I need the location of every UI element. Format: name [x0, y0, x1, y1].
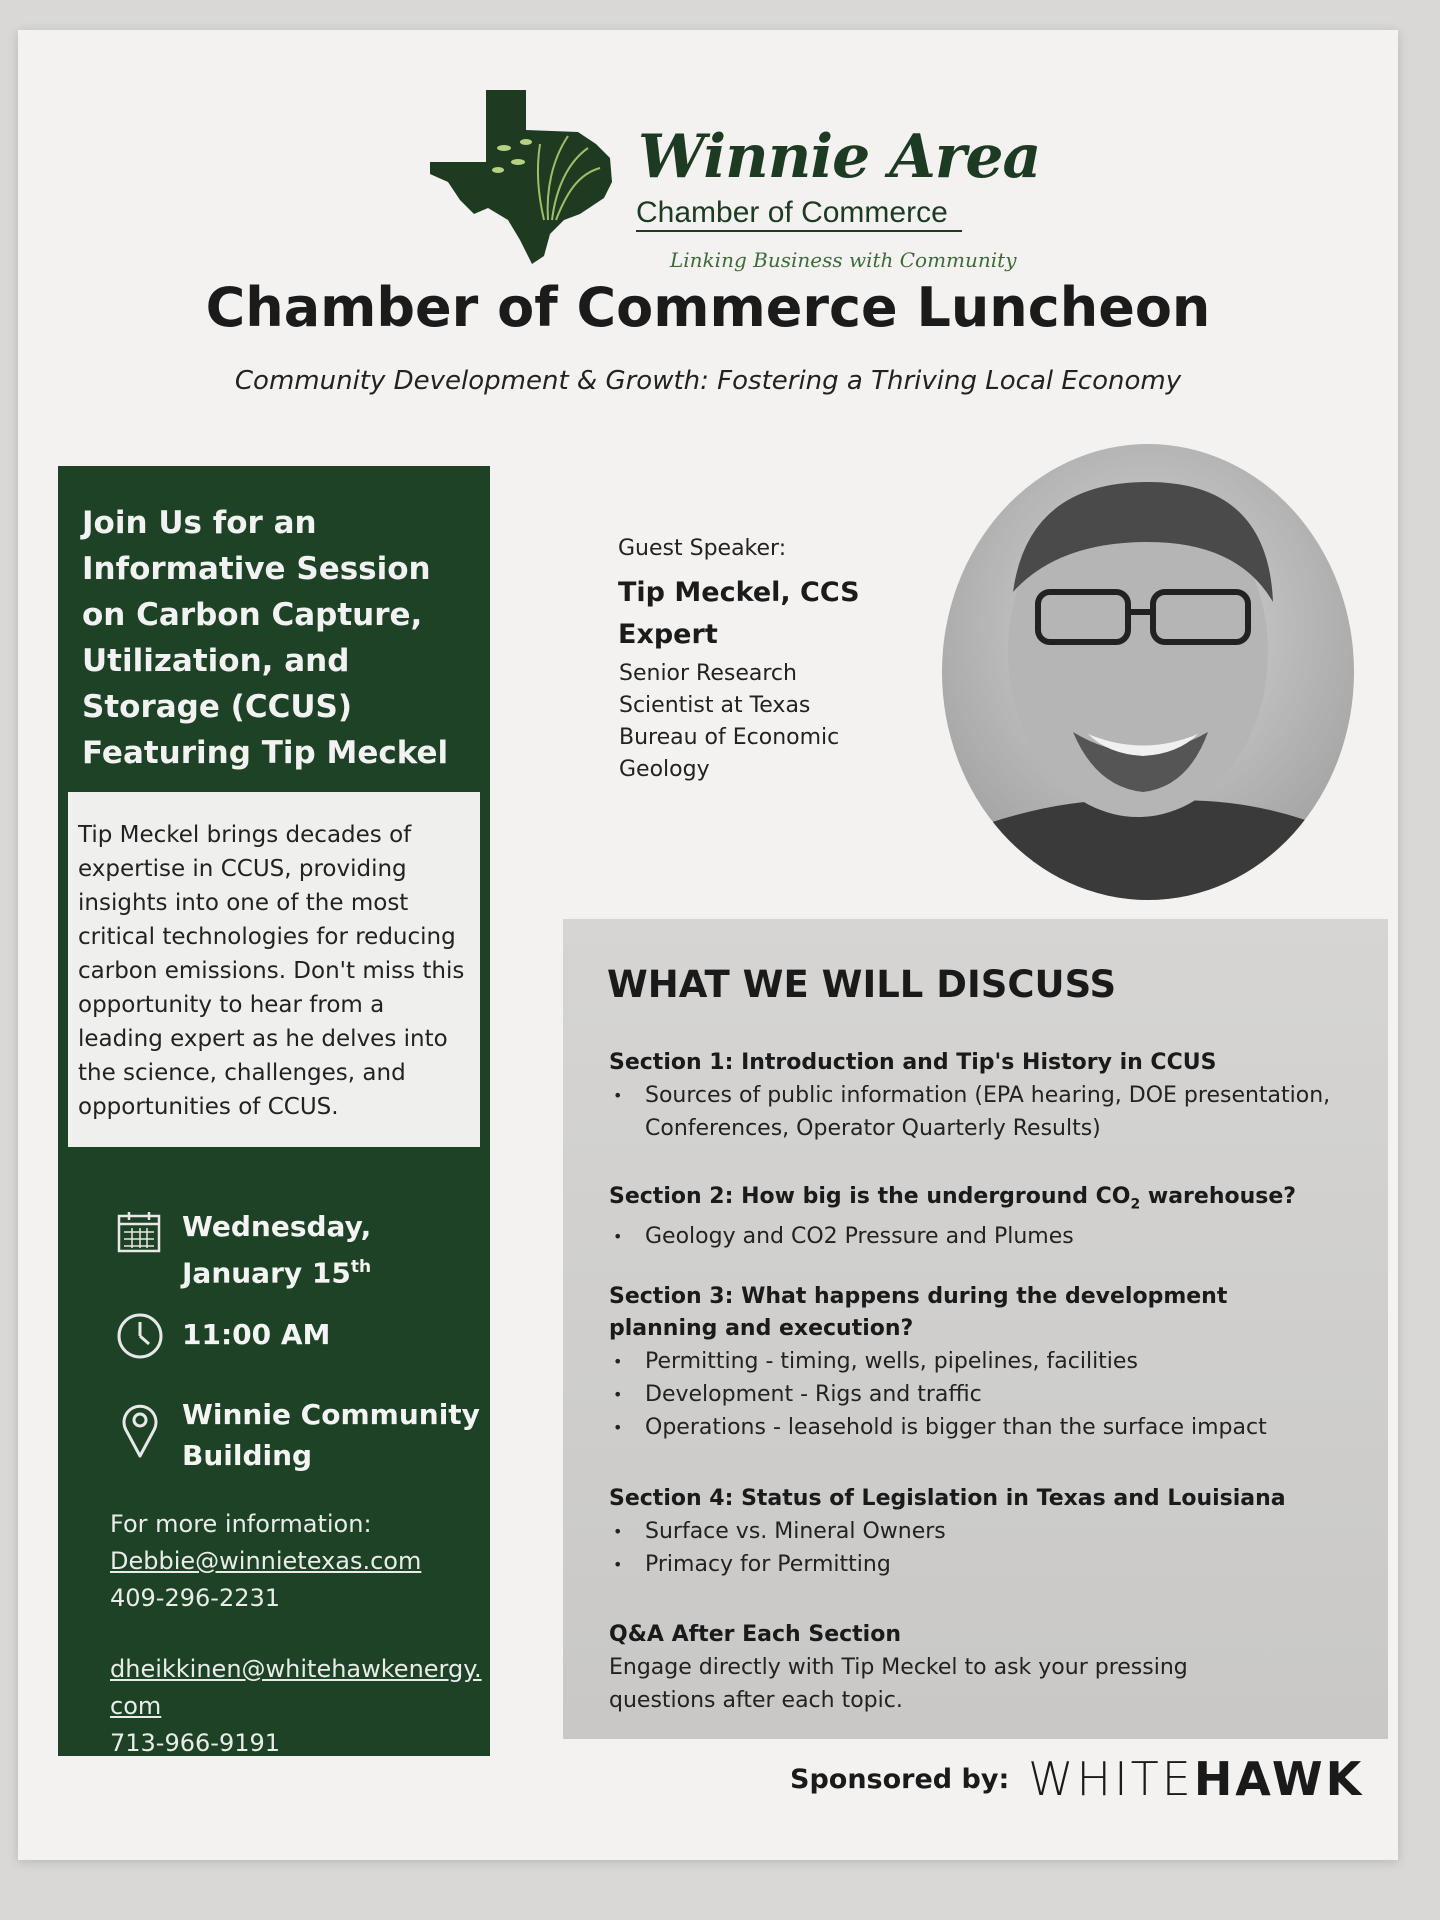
guest-speaker-title: Senior Research Scientist at Texas Bureau of Economic Geology [619, 661, 840, 782]
time-text: 11:00 AM [182, 1318, 331, 1351]
join-heading: Join Us for an Informative Session on Carbon Capture, Utilization, and Storage (CCUS) Featuring Tip Meckel [82, 505, 449, 771]
discussion-section [563, 919, 1388, 1739]
sponsor-label: Sponsored by: [790, 1764, 1010, 1795]
intro-box [68, 792, 480, 1147]
phone-dheikkinen: 713-966-9191 [110, 1729, 281, 1757]
page-title: Chamber of Commerce Luncheon [205, 276, 1211, 339]
event-info-panel [58, 466, 490, 1756]
location-pin-icon [120, 1400, 160, 1460]
chamber-logo [428, 70, 1041, 272]
logo-org: Chamber of Commerce [636, 196, 962, 232]
qa-text: Engage directly with Tip Meckel to ask your pressing questions after each topic. [609, 1655, 1188, 1713]
section-2-heading: Section 2: How big is the underground $CO_2$ warehouse? [609, 1184, 1297, 1213]
section-3-heading: Section 3: What happens during the development planning and execution? [609, 1284, 1228, 1341]
contact-label: For more information: [110, 1510, 372, 1538]
email-link-dheikkinen[interactable]: dheikkinen@whitehawkenergy. [110, 1655, 482, 1683]
flyer-page [18, 30, 1398, 1860]
section-2 [609, 1181, 1369, 1253]
guest-speaker-name: Tip Meckel, CCS Expert [618, 577, 860, 650]
clock-icon [116, 1312, 164, 1360]
section-3-bullet-2: • Development - Rigs and traffic [609, 1378, 1369, 1411]
section-1-bullet-1: • Sources of public information (EPA hearing, DOE presentation, Conferences, Operator Quarterly Results) [609, 1079, 1369, 1145]
section-3-bullet-3: • Operations - leasehold is bigger than the surface impact [609, 1411, 1369, 1444]
section-4-bullet-1: • Surface vs. Mineral Owners [609, 1515, 1369, 1548]
location-line1: Winnie Community [182, 1398, 480, 1431]
intro-text: Tip Meckel brings decades of expertise in CCUS, providing insights into one of the most critical technologies for reducing carbon emissions. Don't miss this opportunity to hear from a leading expert as he delves into the science, challenges, and opportunities of CCUS. [78, 822, 465, 1120]
speaker-photo [938, 442, 1358, 902]
discussion-title: WHAT WE WILL DISCUSS [607, 963, 1117, 1006]
calendar-icon [116, 1210, 162, 1254]
guest-speaker-label: Guest Speaker: [618, 536, 787, 561]
email-link-dheikkinen-cont[interactable]: com [110, 1692, 162, 1720]
qa-section [609, 1619, 1249, 1717]
section-2-bullet-1: • Geology and CO2 Pressure and Plumes [609, 1220, 1369, 1253]
page-subtitle: Community Development & Growth: Fostering a Thriving Local Economy [234, 366, 1182, 396]
date-line2: January 15 [182, 1256, 351, 1290]
logo-name: Winnie Area [638, 122, 1041, 192]
phone-debbie: 409-296-2231 [110, 1584, 281, 1612]
date-suffix: th [350, 1257, 372, 1277]
whitehawk-logo: WHITEHAWK [1028, 1752, 1365, 1806]
location-line2: Building [182, 1439, 313, 1472]
section-1 [609, 1047, 1369, 1145]
email-link-debbie[interactable]: Debbie@winnietexas.com [110, 1547, 422, 1575]
section-4-heading: Section 4: Status of Legislation in Texas and Louisiana [609, 1486, 1286, 1511]
contact-info [110, 1506, 482, 1762]
logo-tagline: Linking Business with Community [670, 248, 1017, 272]
section-4-bullet-2: • Primacy for Permitting [609, 1548, 1369, 1581]
qa-heading: Q&A After Each Section [609, 1622, 901, 1647]
texas-map-icon [428, 70, 638, 270]
section-3-bullet-1: • Permitting - timing, wells, pipelines, facilities [609, 1345, 1369, 1378]
section-4 [609, 1483, 1369, 1581]
date-line1: Wednesday, [182, 1210, 372, 1243]
section-3 [609, 1281, 1369, 1444]
section-1-heading: Section 1: Introduction and Tip's History in CCUS [609, 1050, 1217, 1075]
